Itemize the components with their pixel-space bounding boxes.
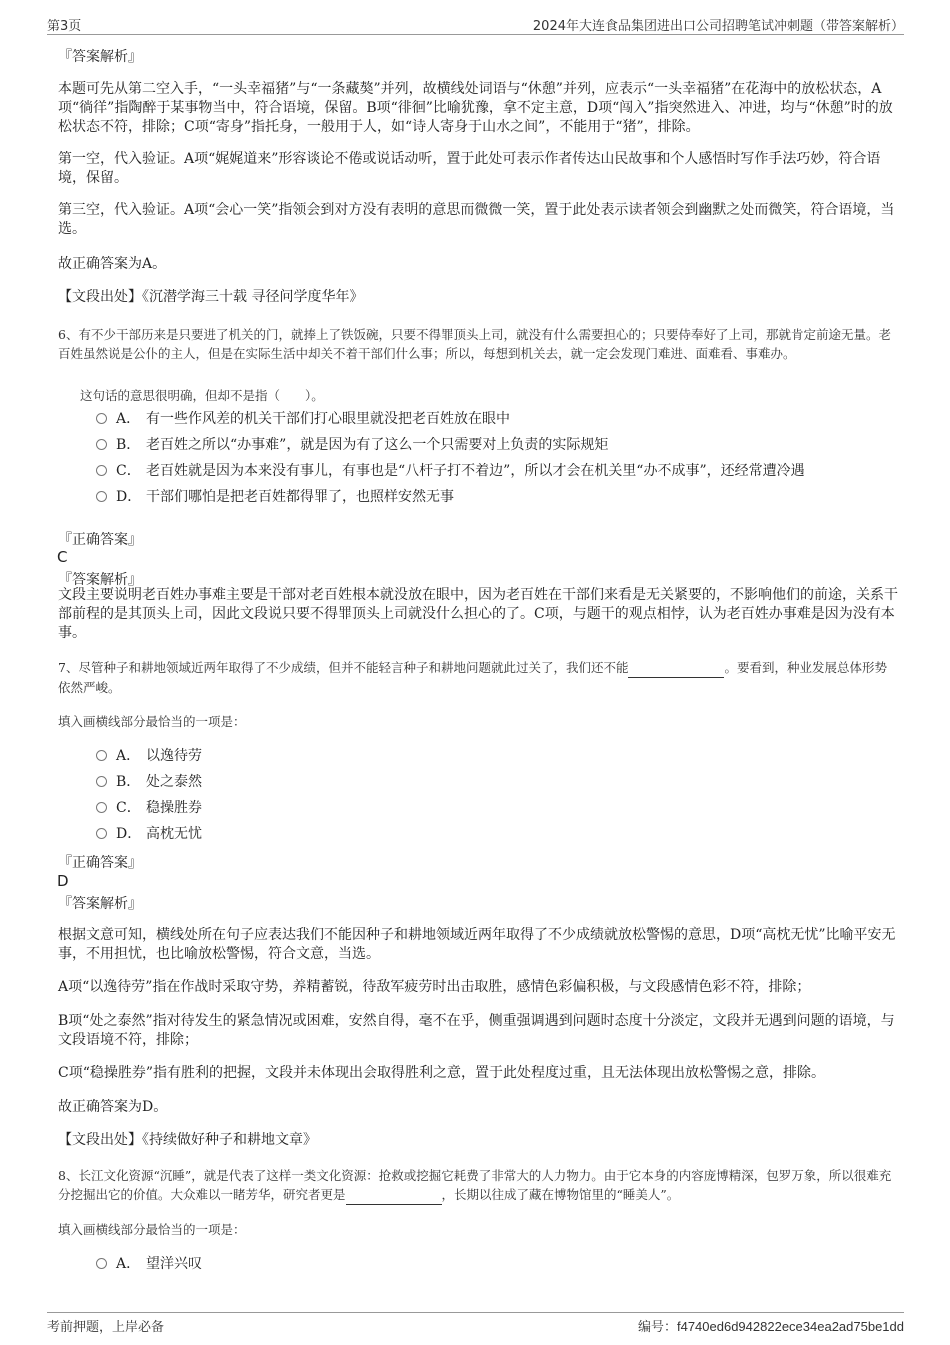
q7-analysis-para: C项“稳操胜券”指有胜利的把握，文段并未体现出会取得胜利之意，置于此处程度过重，且无法体现出放松警惕之意，排除。: [58, 1065, 826, 1081]
q7-option-d[interactable]: D． 高枕无忧: [96, 824, 202, 844]
q7-analysis-para: A项“以逸待劳”指在作战时采取守势，养精蓄锐，待敌军疲劳时出击取胜，感情色彩偏积极，与文段感情色彩不符，排除；: [58, 979, 811, 995]
page-number: 第3页: [47, 19, 82, 34]
q7-option-c[interactable]: C． 稳操胜券: [96, 798, 202, 818]
q7-answer: D: [57, 872, 69, 890]
prev-analysis-para: 第三空，代入验证。A项“会心一笑”指领会到对方没有表明的意思而微微一笑，置于此处表示读者领会到幽默之处而微笑，符合语境，当选。: [58, 202, 895, 237]
q7-option-b[interactable]: B． 处之泰然: [96, 772, 202, 792]
fill-blank: [346, 1185, 442, 1205]
q8-prompt: 填入画横线部分最恰当的一项是：: [58, 1222, 246, 1237]
prev-analysis-para: 第一空，代入验证。A项“娓娓道来”形容谈论不倦或说话动听，置于此处可表示作者传达山民故事和个人感悟时写作手法巧妙，符合语境，保留。: [58, 151, 881, 186]
q6-option-b[interactable]: B． 老百姓之所以“办事难”，就是因为有了这么一个只需要对上负责的实际规矩: [96, 435, 608, 455]
q7-conclusion: 故正确答案为D。: [58, 1099, 168, 1115]
fill-blank: [628, 658, 724, 678]
q6-analysis: 文段主要说明老百姓办事难主要是干部对老百姓根本就没放在眼中，因为老百姓在干部们来看是无关紧要的，不影响他们的前途，关系干部前程的是其顶头上司，因此文段说只要不得罪顶头上司就没什么担心的了。C项，与题干的观点相悖，认为老百姓办事难是因为没有本事。: [58, 587, 898, 641]
q7-analysis-para: 根据文意可知，横线处所在句子应表达我们不能因种子和耕地领域近两年取得了不少成绩就放松警惕的意思，D项“高枕无忧”比喻平安无事，不用担忧，也比喻放松警惕，符合文意，当选。: [58, 927, 896, 962]
radio-icon[interactable]: [96, 413, 107, 424]
radio-icon[interactable]: [96, 828, 107, 839]
page-footer: [47, 1312, 904, 1337]
prev-source: 【文段出处】《沉潜学海三十载 寻径问学度华年》: [58, 289, 364, 305]
q6-prompt: 这句话的意思很明确，但却不是指（ ）。: [80, 388, 324, 403]
q6-analysis-label: 『答案解析』: [58, 572, 142, 588]
radio-icon[interactable]: [96, 491, 107, 502]
q7-stem: 7、尽管种子和耕地领域近两年取得了不少成绩，但并不能轻言种子和耕地问题就此过关了，我们还不能 。要看到，种业发展总体形势依然严峻。: [58, 660, 887, 695]
q6-stem: 6、有不少干部历来是只要进了机关的门，就捧上了铁饭碗，只要不得罪顶头上司，就没有什么需要担心的；只要侍奉好了上司，那就肯定前途无量。老百姓虽然说是公仆的主人，但是在实际生活中却关不着干部们什么事；所以，每想到机关去，就一定会发现门难进、面难看、事难办。: [58, 327, 891, 361]
q7-option-a[interactable]: A． 以逸待劳: [96, 746, 202, 766]
q6-answer: C: [57, 548, 68, 566]
document-title: 2024年大连食品集团进出口公司招聘笔试冲刺题（带答案解析）: [532, 19, 904, 34]
page-header: [47, 12, 904, 35]
q6-option-a[interactable]: A． 有一些作风差的机关干部们打心眼里就没把老百姓放在眼中: [96, 409, 510, 429]
q7-analysis-para: B项“处之泰然”指对待发生的紧急情况或困难，安然自得，毫不在乎，侧重强调遇到问题时态度十分淡定，文段并无遇到问题的语境，与文段语境不符，排除；: [58, 1013, 895, 1048]
q7-analysis-label: 『答案解析』: [58, 896, 142, 912]
q6-option-c[interactable]: C． 老百姓就是因为本来没有事儿，有事也是“八杆子打不着边”，所以才会在机关里“办不成事”，还经常遭冷遇: [96, 461, 805, 481]
footer-slogan: 考前押题，上岸必备: [47, 1320, 165, 1335]
radio-icon[interactable]: [96, 439, 107, 450]
document-code: 编号：f4740ed6d942822ece34ea2ad75be1dd: [637, 1319, 904, 1335]
q7-answer-label: 『正确答案』: [58, 855, 142, 871]
prev-analysis-label: 『答案解析』: [58, 49, 142, 65]
prev-analysis-para: 本题可先从第二空入手，“一头幸福猪”与“一条藏獒”并列，故横线处词语与“休憩”并列，应表示“一头幸福猪”在花海中的放松状态，A项“徜徉”指陶醉于某事物当中，符合语境，保留。B项“徘徊”比喻犹豫，拿不定主意，D项“闯入”指突然进入、冲进，均与“休憩”时的放松状态不符，排除；C项“寄身”指托身，一般用于人，如“诗人寄身于山水之间”，不能用于“猪”，排除。: [58, 81, 893, 135]
q6-answer-label: 『正确答案』: [58, 532, 142, 548]
q7-prompt: 填入画横线部分最恰当的一项是：: [58, 714, 246, 729]
radio-icon[interactable]: [96, 802, 107, 813]
radio-icon[interactable]: [96, 1258, 107, 1269]
radio-icon[interactable]: [96, 750, 107, 761]
radio-icon[interactable]: [96, 465, 107, 476]
prev-conclusion: 故正确答案为A。: [58, 256, 167, 272]
q8-option-a[interactable]: A． 望洋兴叹: [96, 1254, 202, 1274]
q7-source: 【文段出处】《持续做好种子和耕地文章》: [58, 1132, 317, 1148]
q8-stem: 8、长江文化资源“沉睡”，就是代表了这样一类文化资源：抢救或挖掘它耗费了非常大的人力物力。由于它本身的内容庞博精深，包罗万象，所以很难充分挖掘出它的价值。大众难以一睹芳华，研究者更是 ，长期以往成了藏在博物馆里的“睡美人”。: [58, 1166, 894, 1205]
q6-option-d[interactable]: D． 干部们哪怕是把老百姓都得罪了，也照样安然无事: [96, 487, 454, 507]
radio-icon[interactable]: [96, 776, 107, 787]
